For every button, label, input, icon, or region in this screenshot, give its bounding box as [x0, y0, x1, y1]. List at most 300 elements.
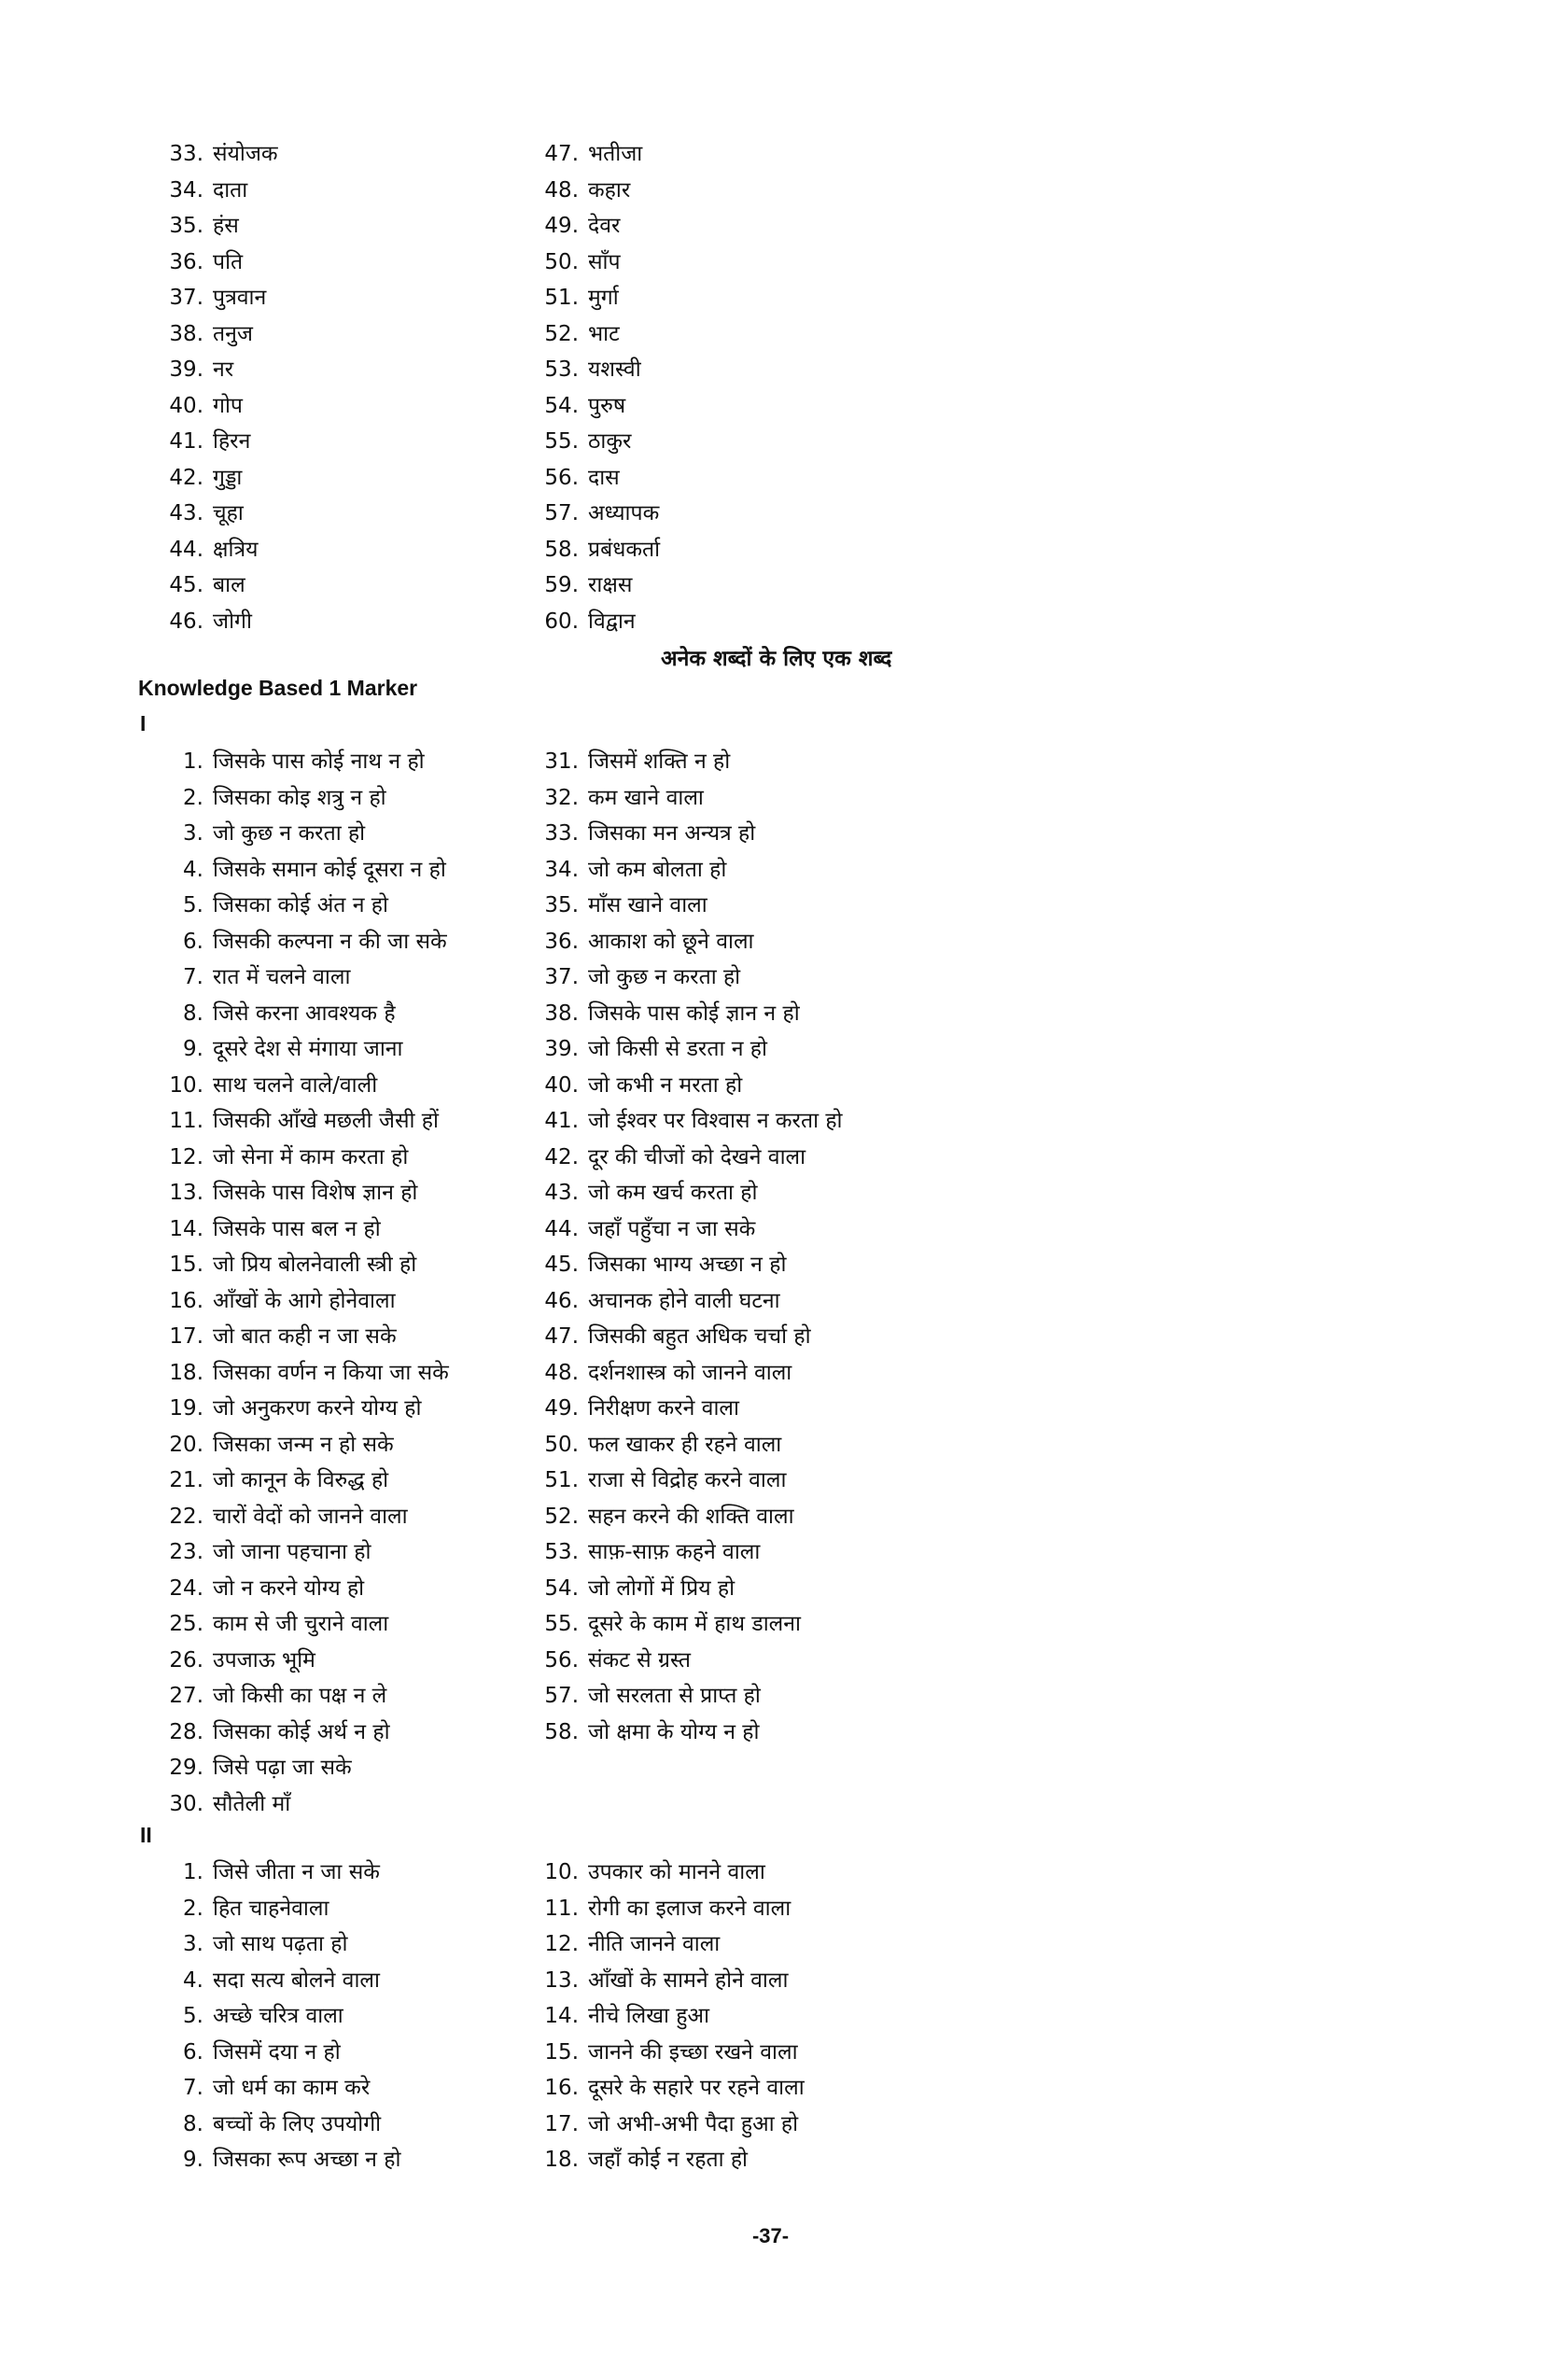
item-text: नर	[213, 357, 234, 382]
item-number: 31.	[544, 749, 579, 774]
item-number: 57.	[544, 501, 579, 525]
item-number: 7.	[183, 2076, 203, 2100]
list-item	[543, 604, 660, 640]
item-text: ठाकुर	[588, 429, 632, 454]
item-number: 49.	[544, 214, 579, 238]
item-number: 50.	[544, 1432, 579, 1457]
item-number: 1.	[183, 749, 203, 774]
item-number: 9.	[183, 2148, 203, 2172]
list-item	[543, 460, 660, 497]
item-text: जो सेना में काम करता हो	[213, 1144, 409, 1169]
list-item	[543, 1247, 843, 1283]
item-number: 8.	[183, 2111, 203, 2136]
item-text: गुड्डा	[213, 465, 243, 490]
item-number: 58.	[544, 537, 579, 562]
list-item	[543, 1643, 843, 1679]
list-item	[543, 780, 843, 817]
item-text: जो कम खर्च करता हो	[588, 1181, 758, 1205]
item-text: सौतेली माँ	[213, 1791, 291, 1816]
item-number: 9.	[183, 1037, 203, 1061]
item-text: जो धर्म का काम करे	[213, 2076, 371, 2100]
item-number: 2.	[183, 1896, 203, 1921]
item-text: हित चाहनेवाला	[213, 1896, 329, 1921]
item-text: जिसके समान कोई दूसरा न हो	[213, 857, 446, 882]
list-item	[543, 1031, 843, 1068]
item-text: निरीक्षण करने वाला	[588, 1396, 739, 1421]
item-text: जो सरलता से प्राप्त हो	[588, 1684, 761, 1708]
item-number: 23.	[169, 1540, 203, 1564]
item-text: पति	[213, 249, 244, 274]
part1-label: I	[140, 711, 147, 735]
item-number: 45.	[169, 573, 203, 597]
item-text: जिसके पास बल न हो	[213, 1216, 381, 1241]
list-item	[543, 1571, 843, 1607]
item-text: प्रबंधकर्ता	[588, 537, 661, 562]
item-text: माँस खाने वाला	[588, 893, 707, 917]
item-number: 43.	[169, 501, 203, 525]
list-item	[543, 1534, 843, 1571]
list-item	[168, 1103, 449, 1140]
list-item	[168, 352, 278, 388]
list-item	[543, 352, 660, 388]
top-list-col1	[168, 136, 278, 639]
list-item	[543, 1319, 843, 1355]
item-number: 41.	[544, 1109, 579, 1133]
item-text: कम खाने वाला	[588, 785, 704, 810]
list-item	[168, 2142, 400, 2178]
list-item	[543, 2142, 805, 2178]
list-item	[168, 1140, 449, 1176]
list-item	[543, 1175, 843, 1211]
item-number: 6.	[183, 929, 203, 954]
item-text: यशस्वी	[588, 357, 641, 382]
list-item	[543, 1140, 843, 1176]
list-item	[168, 1211, 449, 1248]
list-item	[168, 1715, 449, 1751]
item-number: 24.	[169, 1575, 203, 1601]
list-item	[168, 888, 449, 924]
item-number: 47.	[544, 142, 579, 166]
item-number: 53.	[544, 1540, 579, 1564]
list-item	[168, 1534, 449, 1571]
list-item	[168, 1606, 449, 1643]
item-text: जिसमें दया न हो	[213, 2039, 341, 2065]
item-number: 3.	[183, 821, 203, 846]
item-number: 41.	[169, 429, 203, 454]
item-number: 30.	[169, 1791, 203, 1816]
item-number: 52.	[544, 1504, 579, 1529]
list-item	[543, 424, 660, 460]
item-text: रात में चलने वाला	[213, 965, 351, 989]
item-number: 3.	[183, 1932, 203, 1956]
item-number: 15.	[544, 2039, 579, 2065]
item-text: तनुज	[213, 321, 253, 346]
item-text: जो कुछ न करता हो	[588, 965, 741, 989]
page-number: -37-	[751, 2224, 790, 2247]
list-item	[168, 245, 278, 281]
item-text: जानने की इच्छा रखने वाला	[588, 2039, 798, 2065]
list-item	[168, 316, 278, 353]
list-item	[543, 280, 660, 316]
item-text: पुत्रवान	[213, 286, 267, 310]
item-text: जिसका भाग्य अच्छा न हो	[588, 1253, 787, 1277]
list-item	[168, 567, 278, 604]
list-item	[168, 460, 278, 497]
item-number: 28.	[169, 1719, 203, 1744]
part1-list-col2	[543, 744, 843, 1750]
list-item	[543, 567, 660, 604]
item-number: 40.	[169, 393, 203, 418]
item-text: संकट से ग्रस्त	[588, 1647, 692, 1673]
list-item	[168, 924, 449, 960]
item-number: 46.	[544, 1288, 579, 1313]
list-item	[168, 1499, 449, 1535]
item-text: जो क्षमा के योग्य न हो	[588, 1719, 760, 1744]
item-text: दूसरे के सहारे पर रहने वाला	[588, 2076, 805, 2100]
item-number: 35.	[169, 214, 203, 238]
item-number: 18.	[544, 2148, 579, 2172]
list-item	[168, 388, 278, 425]
item-text: नीचे लिखा हुआ	[588, 2004, 709, 2028]
item-text: क्षत्रिय	[213, 537, 259, 562]
item-text: जहाँ पहुँचा न जा सके	[588, 1216, 756, 1241]
item-text: राजा से विद्रोह करने वाला	[588, 1468, 787, 1492]
item-number: 59.	[544, 573, 579, 597]
item-number: 5.	[183, 2004, 203, 2028]
item-text: जो कानून के विरुद्ध हो	[213, 1468, 389, 1492]
item-text: रोगी का इलाज करने वाला	[588, 1896, 792, 1921]
item-number: 12.	[544, 1932, 579, 1956]
item-text: राक्षस	[588, 573, 633, 597]
item-number: 13.	[544, 1967, 579, 1993]
item-text: बाल	[213, 573, 245, 597]
list-item	[168, 1855, 400, 1891]
item-text: जिसका रूप अच्छा न हो	[213, 2148, 401, 2172]
item-number: 57.	[544, 1684, 579, 1708]
list-item	[168, 1319, 449, 1355]
list-item	[168, 532, 278, 568]
item-number: 6.	[183, 2039, 203, 2065]
list-item	[543, 1211, 843, 1248]
item-number: 40.	[544, 1072, 579, 1098]
item-number: 16.	[169, 1288, 203, 1313]
list-item	[543, 316, 660, 353]
list-item	[168, 1175, 449, 1211]
list-item	[543, 1998, 805, 2035]
item-number: 48.	[544, 177, 579, 203]
item-number: 29.	[169, 1756, 203, 1780]
item-text: जिसके पास कोई ज्ञान न हो	[588, 1001, 800, 1026]
list-item	[168, 280, 278, 316]
item-number: 18.	[169, 1360, 203, 1385]
item-number: 53.	[544, 357, 579, 382]
list-item	[543, 1855, 805, 1891]
list-item	[168, 744, 449, 780]
item-number: 14.	[544, 2004, 579, 2028]
item-number: 44.	[544, 1216, 579, 1241]
item-text: हिरन	[213, 429, 251, 454]
list-item	[168, 1355, 449, 1392]
list-item	[168, 1750, 449, 1786]
item-text: अच्छे चरित्र वाला	[213, 2004, 343, 2028]
list-item	[543, 1463, 843, 1499]
item-number: 36.	[544, 929, 579, 954]
list-item	[543, 208, 660, 245]
list-item	[168, 1963, 400, 1999]
item-number: 47.	[544, 1324, 579, 1349]
list-item	[543, 924, 843, 960]
item-number: 25.	[169, 1612, 203, 1636]
list-item	[543, 852, 843, 889]
item-number: 33.	[169, 142, 203, 166]
item-number: 39.	[544, 1037, 579, 1061]
list-item	[168, 2107, 400, 2143]
item-text: जिसका वर्णन न किया जा सके	[213, 1360, 449, 1385]
list-item	[168, 1031, 449, 1068]
item-number: 5.	[183, 893, 203, 917]
item-text: जोगी	[213, 609, 252, 634]
item-text: बच्चों के लिए उपयोगी	[213, 2111, 382, 2136]
item-number: 33.	[544, 821, 579, 846]
item-number: 34.	[544, 857, 579, 882]
list-item	[168, 2035, 400, 2071]
item-text: जिसका जन्म न हो सके	[213, 1432, 394, 1457]
list-item	[168, 1068, 449, 1104]
list-item	[543, 496, 660, 532]
list-item	[543, 1678, 843, 1715]
item-number: 36.	[169, 249, 203, 274]
list-item	[543, 1606, 843, 1643]
item-text: सहन करने की शक्ति वाला	[588, 1504, 794, 1529]
item-text: जिसका कोइ शत्रु न हो	[213, 785, 386, 810]
list-item	[543, 1963, 805, 1999]
list-item	[168, 424, 278, 460]
item-text: जो प्रिय बोलनेवाली स्त्री हो	[213, 1253, 417, 1277]
item-number: 37.	[169, 286, 203, 310]
item-text: दूर की चीजों को देखने वाला	[588, 1144, 806, 1169]
list-item	[543, 1355, 843, 1392]
item-text: जिसके पास विशेष ज्ञान हो	[213, 1181, 418, 1205]
list-item	[543, 996, 843, 1032]
list-item	[543, 1427, 843, 1463]
item-number: 16.	[544, 2076, 579, 2100]
item-text: चूहा	[213, 501, 244, 525]
item-number: 10.	[169, 1072, 203, 1098]
item-number: 14.	[169, 1216, 203, 1241]
list-item	[543, 532, 660, 568]
list-item	[168, 604, 278, 640]
item-text: उपजाऊ भूमि	[213, 1647, 315, 1673]
item-number: 55.	[544, 429, 579, 454]
list-item	[168, 1926, 400, 1963]
item-number: 54.	[544, 1575, 579, 1601]
item-number: 38.	[169, 321, 203, 346]
list-item	[543, 2035, 805, 2071]
list-item	[543, 1499, 843, 1535]
item-number: 56.	[544, 465, 579, 490]
part1-list-col1	[168, 744, 449, 1822]
item-number: 11.	[169, 1109, 203, 1133]
item-text: उपकार को मानने वाला	[588, 1860, 765, 1884]
item-text: पुरुष	[588, 393, 626, 418]
list-item	[543, 1391, 843, 1427]
list-item	[168, 1391, 449, 1427]
item-text: फल खाकर ही रहने वाला	[588, 1432, 782, 1457]
list-item	[168, 136, 278, 173]
list-item	[168, 852, 449, 889]
list-item	[543, 245, 660, 281]
item-number: 39.	[169, 357, 203, 382]
item-text: दास	[588, 465, 620, 490]
item-text: दूसरे के काम में हाथ डालना	[588, 1612, 801, 1636]
item-text: दाता	[213, 177, 248, 203]
list-item	[168, 496, 278, 532]
item-text: भतीजा	[588, 142, 643, 166]
list-item	[543, 388, 660, 425]
item-number: 51.	[544, 1468, 579, 1492]
item-text: जहाँ कोई न रहता हो	[588, 2148, 749, 2172]
list-item	[543, 2107, 805, 2143]
item-text: जो कभी न मरता हो	[588, 1072, 743, 1098]
subheading: Knowledge Based 1 Marker	[138, 676, 418, 700]
item-text: जिसमें शक्ति न हो	[588, 749, 731, 774]
item-text: आँखों के सामने होने वाला	[588, 1967, 789, 1993]
list-item	[168, 996, 449, 1032]
item-text: अध्यापक	[588, 501, 660, 525]
item-number: 27.	[169, 1684, 203, 1708]
item-text: जो बात कही न जा सके	[213, 1324, 397, 1349]
item-text: जिसकी कल्पना न की जा सके	[213, 929, 447, 954]
list-item	[543, 1283, 843, 1320]
item-text: दूसरे देश से मंगाया जाना	[213, 1037, 403, 1061]
part2-list-col2	[543, 1855, 805, 2178]
list-item	[543, 1891, 805, 1927]
list-item	[168, 1427, 449, 1463]
item-number: 55.	[544, 1612, 579, 1636]
list-item	[168, 1786, 449, 1823]
item-number: 54.	[544, 393, 579, 418]
top-list-col2	[543, 136, 660, 639]
item-number: 48.	[544, 1360, 579, 1385]
list-item	[168, 208, 278, 245]
list-item	[168, 1283, 449, 1320]
list-item	[543, 1103, 843, 1140]
section-heading: अनेक शब्दों के लिए एक शब्द	[661, 647, 892, 671]
list-item	[543, 1068, 843, 1104]
item-text: भाट	[588, 321, 620, 346]
item-number: 38.	[544, 1001, 579, 1026]
list-item	[543, 2070, 805, 2107]
item-text: जिसे करना आवश्यक है	[213, 1001, 396, 1026]
item-text: जो कम बोलता हो	[588, 857, 727, 882]
item-text: जिसका मन अन्यत्र हो	[588, 821, 756, 846]
item-number: 35.	[544, 893, 579, 917]
item-number: 15.	[169, 1253, 203, 1277]
item-number: 34.	[169, 177, 203, 203]
item-number: 58.	[544, 1719, 579, 1744]
item-number: 1.	[183, 1860, 203, 1884]
item-text: जो अनुकरण करने योग्य हो	[213, 1396, 422, 1421]
item-number: 56.	[544, 1647, 579, 1673]
item-text: जो जाना पहचाना हो	[213, 1540, 371, 1564]
list-item	[168, 1998, 400, 2035]
item-text: नीति जानने वाला	[588, 1932, 721, 1956]
item-number: 20.	[169, 1432, 203, 1457]
item-text: जो किसी से डरता न हो	[588, 1037, 767, 1061]
item-text: आँखों के आगे होनेवाला	[213, 1288, 396, 1313]
item-text: साँप	[588, 249, 621, 274]
item-text: काम से जी चुराने वाला	[213, 1612, 389, 1636]
list-item	[168, 959, 449, 996]
item-text: जिसका कोई अर्थ न हो	[213, 1719, 390, 1744]
item-number: 17.	[544, 2111, 579, 2136]
item-number: 13.	[169, 1181, 203, 1205]
item-text: सदा सत्य बोलने वाला	[213, 1967, 380, 1993]
item-number: 51.	[544, 286, 579, 310]
item-number: 4.	[183, 1967, 203, 1993]
item-number: 7.	[183, 965, 203, 989]
list-item	[168, 1678, 449, 1715]
item-text: जो साथ पढ़ता हो	[213, 1932, 348, 1956]
item-text: जो न करने योग्य हो	[213, 1575, 365, 1601]
list-item	[168, 1891, 400, 1927]
item-text: जो किसी का पक्ष न ले	[213, 1684, 387, 1708]
item-text: साथ चलने वाले/वाली	[213, 1072, 378, 1098]
item-text: हंस	[213, 214, 239, 238]
item-text: जो कुछ न करता हो	[213, 821, 366, 846]
item-number: 52.	[544, 321, 579, 346]
item-number: 22.	[169, 1504, 203, 1529]
item-number: 26.	[169, 1647, 203, 1673]
item-number: 43.	[544, 1181, 579, 1205]
item-number: 60.	[544, 609, 579, 634]
item-number: 45.	[544, 1253, 579, 1277]
item-text: जो लोगों में प्रिय हो	[588, 1575, 735, 1601]
item-text: साफ़-साफ़ कहने वाला	[588, 1540, 761, 1564]
item-number: 21.	[169, 1468, 203, 1492]
item-text: जो अभी-अभी पैदा हुआ हो	[588, 2111, 799, 2136]
item-number: 46.	[169, 609, 203, 634]
list-item	[543, 1715, 843, 1751]
item-text: जिसे जीता न जा सके	[213, 1860, 380, 1884]
item-number: 50.	[544, 249, 579, 274]
item-text: दर्शनशास्त्र को जानने वाला	[588, 1360, 792, 1385]
item-text: संयोजक	[213, 142, 278, 166]
list-item	[543, 959, 843, 996]
item-text: देवर	[588, 214, 621, 238]
list-item	[168, 1247, 449, 1283]
list-item	[168, 2070, 400, 2107]
item-number: 11.	[544, 1896, 579, 1921]
item-number: 44.	[169, 537, 203, 562]
item-number: 42.	[544, 1144, 579, 1169]
item-number: 17.	[169, 1324, 203, 1349]
item-text: आकाश को छूने वाला	[588, 929, 754, 954]
list-item	[543, 173, 660, 209]
item-number: 8.	[183, 1001, 203, 1026]
item-number: 37.	[544, 965, 579, 989]
list-item	[168, 816, 449, 852]
list-item	[168, 1463, 449, 1499]
part2-list-col1	[168, 1855, 400, 2178]
item-text: चारों वेदों को जानने वाला	[213, 1504, 408, 1529]
list-item	[168, 1571, 449, 1607]
item-number: 10.	[544, 1860, 579, 1884]
part2-label: II	[140, 1823, 152, 1847]
list-item	[543, 744, 843, 780]
item-text: जिसका कोई अंत न हो	[213, 893, 388, 917]
list-item	[543, 1926, 805, 1963]
